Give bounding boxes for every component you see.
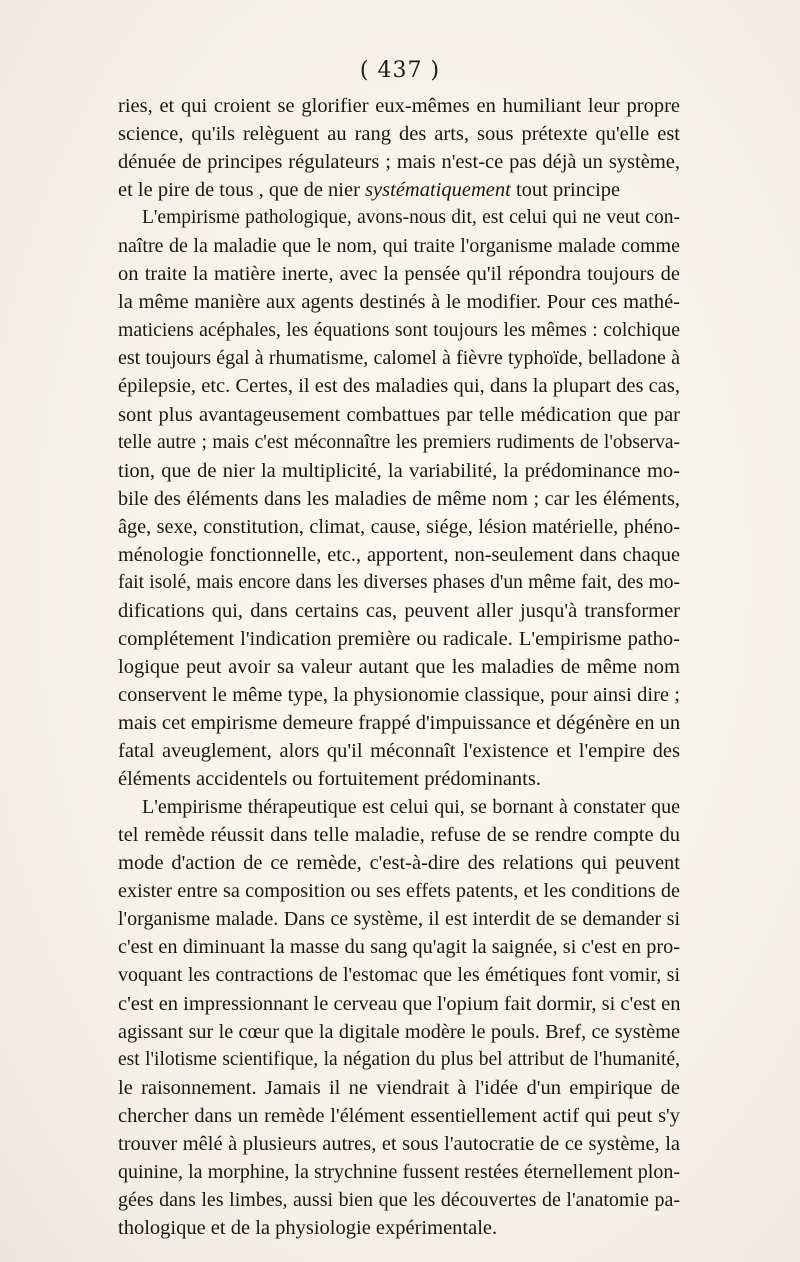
text-line: voquant les contractions de l'estomac que les émétiques font vomir, si xyxy=(118,964,680,987)
text-line: c'est en impressionnant le cerveau que l'opium fait dormir, si c'est en xyxy=(118,992,681,1015)
text-line: science, qu'ils relèguent au rang des arts, sous prétexte qu'elle est xyxy=(118,123,680,146)
text-line: quinine, la morphine, la strychnine fussent restées éternellement plon- xyxy=(118,1160,680,1183)
text-line: difications qui, dans certains cas, peuvent aller jusqu'à transformer xyxy=(118,599,680,622)
text-line: telle autre ; mais c'est méconnaître les premiers rudiments de l'observa- xyxy=(118,431,680,453)
text-line: agissant sur le cœur que la digitale modère le pouls. Bref, ce système xyxy=(118,1020,680,1043)
text-line: complétement l'indication première ou radicale. L'empirisme patho- xyxy=(118,627,680,650)
text-line: fait isolé, mais encore dans les diverses phases d'un même fait, des mo- xyxy=(118,571,680,593)
text-line: bile des éléments dans les maladies de même nom ; car les éléments, xyxy=(118,487,680,510)
text-line: L'empirisme pathologique, avons-nous dit, est celui qui ne veut con- xyxy=(142,207,680,229)
text-line: thologique et de la physiologie expérimentale. xyxy=(118,1216,498,1239)
text-line: ries, et qui croient se glorifier eux-mêmes en humiliant leur propre xyxy=(118,95,680,117)
text-line: mode d'action de ce remède, c'est-à-dire des relations qui peuvent xyxy=(118,852,680,875)
text-line: ménologie fonctionnelle, etc., apportent, non-seulement dans chaque xyxy=(118,543,680,566)
text-line: l'organisme malade. Dans ce système, il est interdit de se demander si xyxy=(118,908,680,931)
text-line: est l'ilotisme scientifique, la négation du plus bel attribut de l'humanité, xyxy=(118,1048,680,1070)
page-number: ( 437 ) xyxy=(359,58,441,83)
text-line: éléments accidentels ou fortuitement prédominants. xyxy=(118,768,541,791)
text-line: est toujours égal à rhumatisme, calomel à fièvre typhoïde, belladone à xyxy=(118,347,680,370)
text-line: L'empirisme thérapeutique est celui qui, se bornant à constater que xyxy=(142,796,680,819)
text-line: logique peut avoir sa valeur autant que les maladies de même nom xyxy=(118,655,680,678)
text-line: la même manière aux agents destinés à le modifier. Pour ces mathé- xyxy=(118,291,680,314)
text-line: fatal aveuglement, alors qu'il méconnaît l'existence et l'empire des xyxy=(118,740,680,763)
text-line: conservent le même type, la physionomie classique, pour ainsi dire ; xyxy=(118,683,680,706)
text-line: maticiens acéphales, les équations sont toujours les mêmes : colchique xyxy=(118,319,680,342)
text-line: sont plus avantageusement combattues par telle médication que par xyxy=(118,403,680,426)
text-line: trouver mêlé à plusieurs autres, et sous l'autocratie de ce système, la xyxy=(118,1132,680,1155)
text-line: mais cet empirisme demeure frappé d'impuissance et dégénère en un xyxy=(118,712,681,735)
text-line: tion, que de nier la multiplicité, la variabilité, la prédominance mo- xyxy=(118,459,680,482)
text-line: âge, sexe, constitution, climat, cause, siége, lésion matérielle, phéno- xyxy=(118,515,680,538)
text-line: on traite la matière inerte, avec la pensée qu'il répondra toujours de xyxy=(118,263,680,286)
text-line: épilepsie, etc. Certes, il est des maladies qui, dans la plupart des cas, xyxy=(118,375,680,398)
text-line: le raisonnement. Jamais il ne viendrait à l'idée d'un empirique de xyxy=(118,1076,680,1099)
emphasis: systématiquement xyxy=(365,179,511,202)
text-line: exister entre sa composition ou ses effets patents, et les conditions de xyxy=(118,880,680,903)
body-text xyxy=(118,92,680,1242)
text-line: chercher dans un remède l'élément essentiellement actif qui peut s'y xyxy=(118,1104,680,1127)
text-line: naître de la maladie que le nom, qui traite l'organisme malade comme xyxy=(118,235,680,258)
text-line: dénuée de principes régulateurs ; mais n'est-ce pas déjà un système, xyxy=(118,151,680,174)
text-line: gées dans les limbes, aussi bien que les découvertes de l'anatomie pa- xyxy=(118,1188,680,1211)
text-line: tel remède réussit dans telle maladie, refuse de se rendre compte du xyxy=(118,824,680,847)
text-line: c'est en diminuant la masse du sang qu'agit la saignée, si c'est en pro- xyxy=(118,936,680,959)
text-line: et le pire de tous , que de nier systématiquement tout principe xyxy=(118,179,621,202)
